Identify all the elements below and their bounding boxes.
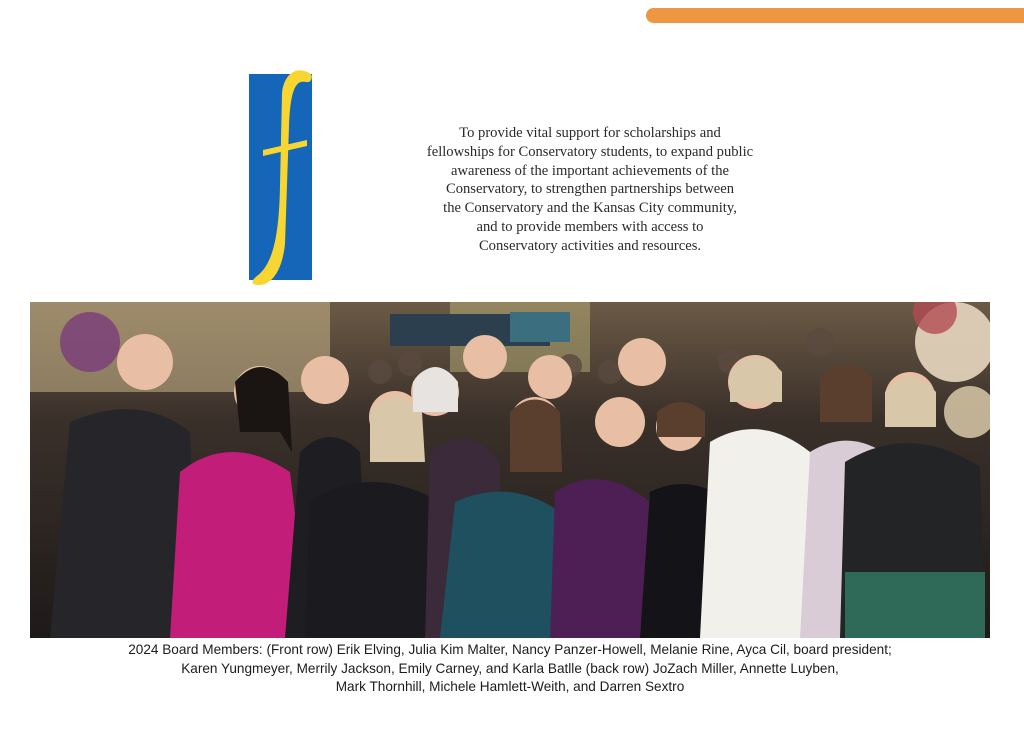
- caption-line: Mark Thornhill, Michele Hamlett-Weith, and Darren Sextro: [335, 679, 685, 694]
- photo-caption: [30, 641, 990, 697]
- mission-line: the Conservatory and the Kansas City community,: [443, 200, 737, 217]
- f-letter-logo-icon: [249, 66, 315, 286]
- top-accent-bar: [646, 8, 1024, 23]
- mission-line: awareness of the important achievements of the: [451, 162, 729, 179]
- mission-line: fellowships for Conservatory students, to expand public: [426, 143, 754, 160]
- caption-line: 2024 Board Members: (Front row) Erik Elving, Julia Kim Malter, Nancy Panzer-Howell, Melanie Rine, Ayca Cil, board president;: [128, 642, 892, 657]
- mission-line: To provide vital support for scholarships and: [459, 125, 721, 141]
- group-photo-icon: [30, 302, 990, 638]
- mission-line: Conservatory, to strengthen partnerships between: [445, 181, 734, 198]
- mission-line: and to provide members with access to: [476, 218, 704, 235]
- mission-line: Conservatory activities and resources.: [478, 237, 702, 254]
- mission-statement: [380, 124, 800, 256]
- caption-line: Karen Yungmeyer, Merrily Jackson, Emily Carney, and Karla Batlle (back row) JoZach Miller, Annette Luyben,: [181, 660, 839, 676]
